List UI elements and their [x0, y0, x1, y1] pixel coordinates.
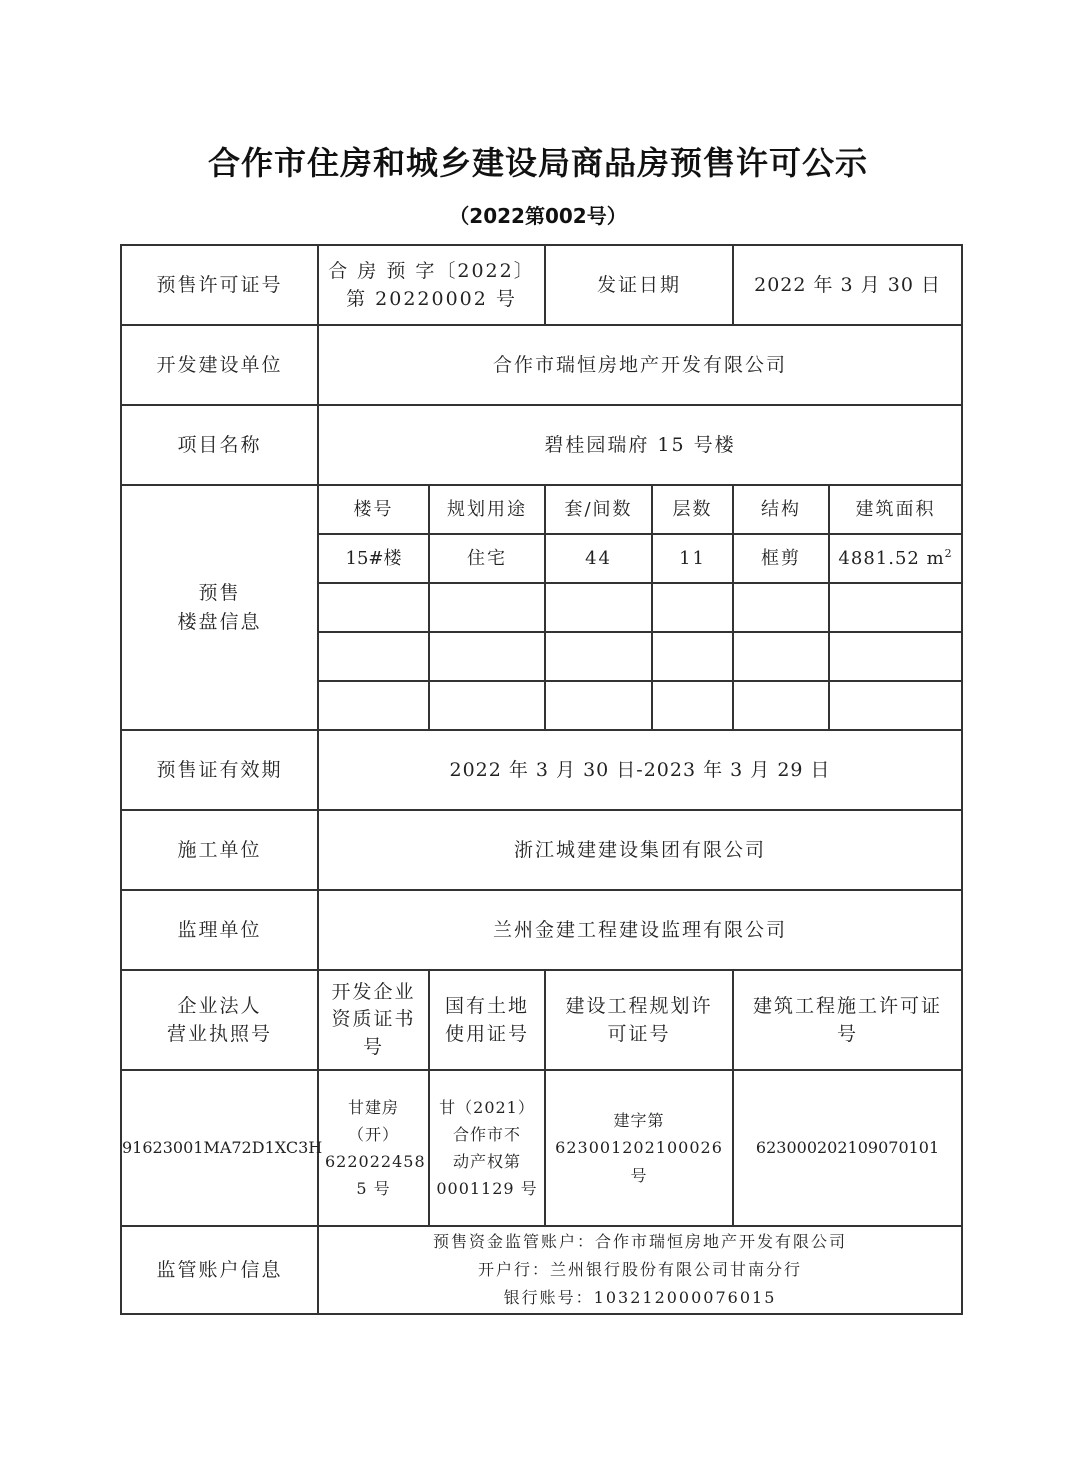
header-floor-area: 建筑面积: [829, 485, 962, 534]
cell-planned-use: 住宅: [429, 534, 545, 583]
label-supervisor: 监理单位: [121, 890, 318, 970]
plan-value-line1: 建字第: [613, 1111, 665, 1131]
value-developer: 合作市瑞恒房地产开发有限公司: [318, 325, 962, 405]
label-presale-info: [121, 485, 318, 730]
value-issue-date: 2022 年 3 月 30 日: [733, 245, 962, 325]
construct-label-line2: 号: [837, 1023, 859, 1045]
dev-qual-value-line3: 622022458: [325, 1152, 426, 1171]
cell-floors: 11: [652, 534, 733, 583]
label-account-info: 监管账户信息: [121, 1226, 318, 1314]
label-issue-date: 发证日期: [545, 245, 733, 325]
area-unit-superscript: 2: [944, 547, 953, 560]
value-construction-permit: 623000202109070101: [733, 1070, 962, 1226]
value-validity: 2022 年 3 月 30 日-2023 年 3 月 29 日: [318, 730, 962, 810]
value-planning-permit: [545, 1070, 733, 1226]
presale-info-line1: 预售: [198, 582, 241, 604]
label-permit-no: 预售许可证号: [121, 245, 318, 325]
account-line3: 银行账号：103212000076015: [503, 1288, 777, 1307]
presale-info-line2: 楼盘信息: [177, 610, 262, 633]
header-floors: 层数: [652, 485, 733, 534]
value-business-license: 91623001MA72D1XC3H: [121, 1070, 318, 1226]
cell-structure: 框剪: [733, 534, 829, 583]
cell-unit-count: 44: [545, 534, 652, 583]
value-supervisor: 兰州金建工程建设监理有限公司: [318, 890, 962, 970]
land-value-line3: 动产权第: [453, 1152, 522, 1171]
permit-no-line1: 合 房 预 字〔2022〕: [328, 259, 535, 282]
document-number: （2022第002号）: [449, 204, 627, 228]
value-contractor: 浙江城建建设集团有限公司: [318, 810, 962, 890]
dev-qual-value-line2: （开）: [347, 1124, 399, 1144]
dev-qual-value-line1: 甘建房: [347, 1097, 399, 1117]
value-land-use-cert: [429, 1070, 545, 1226]
plan-label-line1: 建设工程规划许: [565, 994, 713, 1017]
dev-qual-label-line1: 开发企业: [331, 980, 416, 1003]
label-business-license: [121, 970, 318, 1070]
account-line1: 预售资金监管账户：合作市瑞恒房地产开发有限公司: [433, 1232, 848, 1251]
permit-table: [120, 244, 963, 1315]
cell-floor-area: [829, 534, 962, 583]
label-construction-permit: [733, 970, 962, 1070]
header-unit-count: 套/间数: [545, 485, 652, 534]
page-title: 合作市住房和城乡建设局商品房预售许可公示: [207, 144, 868, 182]
license-label-line2: 营业执照号: [166, 1023, 272, 1045]
plan-label-line2: 可证号: [607, 1023, 671, 1045]
label-contractor: 施工单位: [121, 810, 318, 890]
land-label-line2: 使用证号: [445, 1023, 530, 1045]
value-dev-qualification: [318, 1070, 429, 1226]
land-value-line2: 合作市不: [453, 1124, 522, 1144]
dev-qual-label-line3: 号: [362, 1035, 384, 1058]
floor-area-value: 4881.52 m: [838, 548, 945, 569]
label-dev-qualification: [318, 970, 429, 1070]
dev-qual-label-line2: 资质证书: [331, 1008, 416, 1031]
value-account-info: [318, 1226, 962, 1314]
label-land-use-cert: [429, 970, 545, 1070]
construct-label-line1: 建筑工程施工许可证: [753, 994, 943, 1017]
label-project-name: 项目名称: [121, 405, 318, 485]
permit-no-line2: 第 20220002 号: [346, 288, 517, 310]
label-validity: 预售证有效期: [121, 730, 318, 810]
cell-building-no: 15#楼: [318, 534, 429, 583]
header-building-no: 楼号: [318, 485, 429, 534]
account-line2: 开户行：兰州银行股份有限公司甘南分行: [478, 1260, 803, 1279]
label-planning-permit: [545, 970, 733, 1070]
value-permit-no: [318, 245, 545, 325]
land-value-line4: 0001129 号: [436, 1179, 538, 1199]
license-label-line1: 企业法人: [177, 994, 262, 1017]
land-value-line1: 甘（2021）: [439, 1097, 535, 1117]
land-label-line1: 国有土地: [445, 994, 530, 1017]
dev-qual-value-line4: 5 号: [356, 1179, 391, 1199]
header-planned-use: 规划用途: [429, 485, 545, 534]
value-project-name: 碧桂园瑞府 15 号楼: [318, 405, 962, 485]
plan-value-line2: 623001202100026 号: [555, 1138, 723, 1185]
header-structure: 结构: [733, 485, 829, 534]
label-developer: 开发建设单位: [121, 325, 318, 405]
